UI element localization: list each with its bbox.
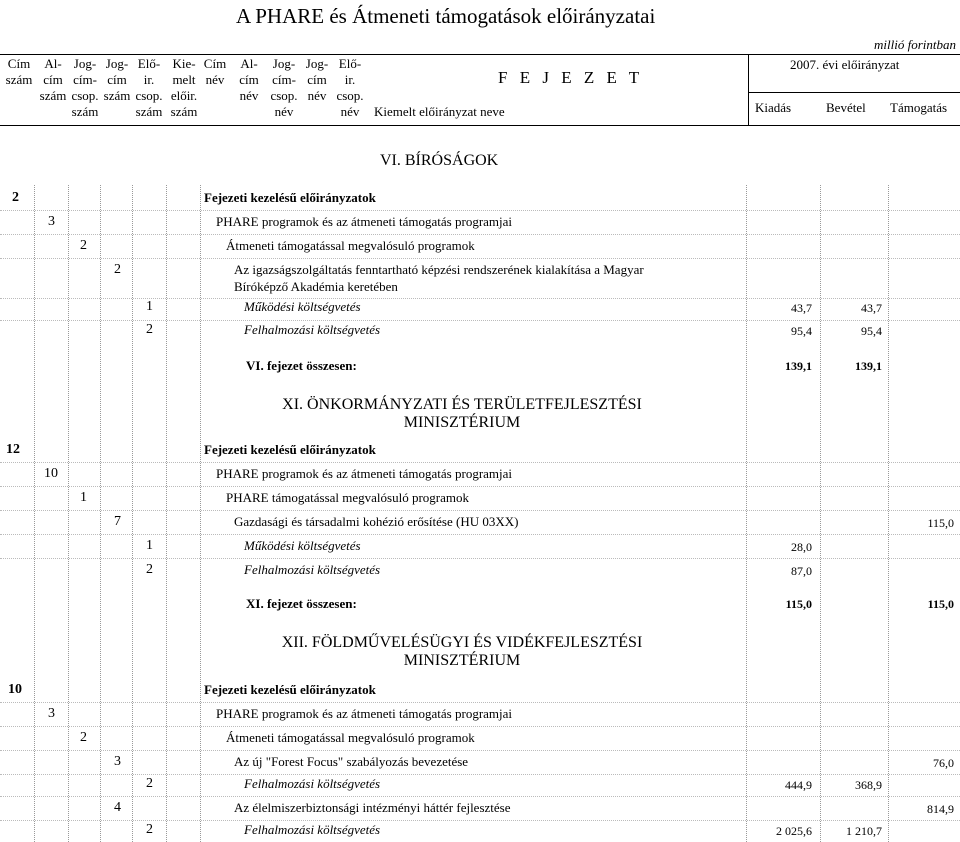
code-jogcimcsop: 2 bbox=[80, 238, 87, 253]
code-jogcim: 2 bbox=[114, 262, 121, 277]
header-bottom-line bbox=[0, 125, 960, 126]
row-separator bbox=[0, 702, 960, 703]
row-text: Az élelmiszerbiztonsági intézményi háttér fejlesztése bbox=[234, 800, 511, 815]
row-text: PHARE támogatással megvalósuló programok bbox=[226, 490, 469, 505]
grid-guide bbox=[820, 185, 821, 842]
row-separator bbox=[0, 462, 960, 463]
grid-guide bbox=[888, 185, 889, 842]
row-separator bbox=[0, 258, 960, 259]
header-col-eloircsop-szam: Elő- ir. csop. szám bbox=[135, 56, 163, 119]
header-col-jogcim-nev: Jog- cím név bbox=[305, 56, 329, 103]
value-kiadas: 95,4 bbox=[791, 324, 812, 338]
header-col-cim-szam: Cím szám bbox=[5, 56, 33, 87]
code-eloircsop: 1 bbox=[146, 299, 153, 314]
header-bevetel: Bevétel bbox=[826, 100, 866, 115]
grid-guide bbox=[746, 185, 747, 842]
row-text: Fejezeti kezelésű előirányzatok bbox=[204, 190, 376, 205]
value-kiadas: 28,0 bbox=[791, 540, 812, 554]
row-separator bbox=[0, 726, 960, 727]
value-bevetel: 368,9 bbox=[855, 778, 882, 792]
value-kiadas: 43,7 bbox=[791, 301, 812, 315]
section-title-xi: XI. ÖNKORMÁNYZATI ÉS TERÜLETFEJLESZTÉSI MINISZTÉRIUM bbox=[282, 396, 642, 431]
header-kiemelt: Kiemelt előirányzat neve bbox=[374, 104, 505, 119]
code-eloircsop: 1 bbox=[146, 538, 153, 553]
code-eloircsop: 2 bbox=[146, 322, 153, 337]
page-title: A PHARE és Átmeneti támogatások előirányzatai bbox=[236, 4, 656, 28]
total-kiadas: 139,1 bbox=[785, 359, 812, 373]
row-separator bbox=[0, 210, 960, 211]
code-cim: 12 bbox=[6, 442, 20, 457]
header-year-line bbox=[748, 92, 960, 93]
row-separator bbox=[0, 234, 960, 235]
row-separator bbox=[0, 558, 960, 559]
header-col-alcim-nev: Al- cím név bbox=[239, 56, 259, 103]
code-cim: 2 bbox=[12, 190, 19, 205]
code-eloircsop: 2 bbox=[146, 776, 153, 791]
row-separator bbox=[0, 486, 960, 487]
code-alcim: 3 bbox=[48, 706, 55, 721]
row-text: Gazdasági és társadalmi kohézió erősítése (HU 03XX) bbox=[234, 514, 519, 529]
row-text: PHARE programok és az átmeneti támogatás programjai bbox=[216, 214, 513, 229]
section-title-vi: VI. BÍRÓSÁGOK bbox=[380, 152, 499, 169]
row-text: Az igazságszolgáltatás fenntartható képzési rendszerének kialakítása a Magyar bbox=[234, 262, 644, 277]
row-text: Az új "Forest Focus" szabályozás bevezetése bbox=[234, 754, 469, 769]
row-text-cont: Bíróképző Akadémia keretében bbox=[234, 279, 398, 294]
row-text: Felhalmozási költségvetés bbox=[244, 776, 381, 791]
row-text: Működési költségvetés bbox=[244, 299, 361, 314]
row-text: Átmeneti támogatással megvalósuló programok bbox=[226, 730, 475, 745]
value-tamogatas: 115,0 bbox=[927, 516, 954, 530]
code-jogcim: 3 bbox=[114, 754, 121, 769]
header-col-eloircsop-nev: Elő- ir. csop. név bbox=[336, 56, 364, 119]
row-text: Felhalmozási költségvetés bbox=[244, 322, 381, 337]
header-col-alcim-szam: Al- cím szám bbox=[39, 56, 67, 103]
code-eloircsop: 2 bbox=[146, 562, 153, 577]
row-separator bbox=[0, 510, 960, 511]
header-col-jogcim-szam: Jog- cím szám bbox=[103, 56, 131, 103]
header-fejezet: F E J E Z E T bbox=[498, 68, 644, 87]
row-text: PHARE programok és az átmeneti támogatás programjai bbox=[216, 466, 513, 481]
code-jogcimcsop: 2 bbox=[80, 730, 87, 745]
total-tamogatas: 115,0 bbox=[927, 597, 954, 611]
value-kiadas: 444,9 bbox=[785, 778, 812, 792]
code-eloircsop: 2 bbox=[146, 822, 153, 837]
code-jogcimcsop: 1 bbox=[80, 490, 87, 505]
section-title-xii: XII. FÖLDMŰVELÉSÜGYI ÉS VIDÉKFEJLESZTÉSI MINISZTÉRIUM bbox=[281, 634, 643, 669]
row-separator bbox=[0, 796, 960, 797]
code-cim: 10 bbox=[8, 682, 22, 697]
value-bevetel: 95,4 bbox=[861, 324, 882, 338]
total-label: XI. fejezet összesen: bbox=[246, 596, 357, 611]
row-text: Működési költségvetés bbox=[244, 538, 361, 553]
header-col-kiemelt-szam: Kie- melt előir. szám bbox=[170, 56, 198, 119]
total-kiadas: 115,0 bbox=[785, 597, 812, 611]
row-separator bbox=[0, 820, 960, 821]
header-divider bbox=[748, 54, 749, 125]
code-alcim: 3 bbox=[48, 214, 55, 229]
code-jogcim: 4 bbox=[114, 800, 121, 815]
row-text: Felhalmozási költségvetés bbox=[244, 562, 381, 577]
value-bevetel: 1 210,7 bbox=[846, 824, 882, 838]
grid-guide bbox=[200, 185, 201, 842]
header-year: 2007. évi előirányzat bbox=[790, 57, 900, 72]
total-label: VI. fejezet összesen: bbox=[246, 358, 357, 373]
total-bevetel: 139,1 bbox=[855, 359, 882, 373]
unit-label: millió forintban bbox=[874, 37, 956, 52]
header-col-jogcimcsop-nev: Jog- cím- csop. név bbox=[270, 56, 298, 119]
value-kiadas: 2 025,6 bbox=[776, 824, 812, 838]
grid-guide bbox=[68, 185, 69, 842]
grid-guide bbox=[100, 185, 101, 842]
row-separator bbox=[0, 298, 960, 299]
row-text: Fejezeti kezelésű előirányzatok bbox=[204, 442, 376, 457]
grid-guide bbox=[166, 185, 167, 842]
grid-guide bbox=[34, 185, 35, 842]
value-tamogatas: 814,9 bbox=[927, 802, 954, 816]
header-col-cim-nev: Cím név bbox=[203, 56, 227, 87]
row-separator bbox=[0, 750, 960, 751]
row-text: Felhalmozási költségvetés bbox=[244, 822, 381, 837]
row-text: Átmeneti támogatással megvalósuló programok bbox=[226, 238, 475, 253]
row-separator bbox=[0, 320, 960, 321]
value-bevetel: 43,7 bbox=[861, 301, 882, 315]
code-jogcim: 7 bbox=[114, 514, 121, 529]
header-top-line bbox=[0, 54, 960, 55]
header-col-jogcimcsop-szam: Jog- cím- csop. szám bbox=[71, 56, 99, 119]
value-tamogatas: 76,0 bbox=[933, 756, 954, 770]
header-kiadas: Kiadás bbox=[755, 100, 792, 115]
row-text: PHARE programok és az átmeneti támogatás programjai bbox=[216, 706, 513, 721]
header-tamogatas: Támogatás bbox=[890, 100, 948, 115]
code-alcim: 10 bbox=[44, 466, 58, 481]
row-text: Fejezeti kezelésű előirányzatok bbox=[204, 682, 376, 697]
row-separator bbox=[0, 534, 960, 535]
row-separator bbox=[0, 774, 960, 775]
grid-guide bbox=[132, 185, 133, 842]
value-kiadas: 87,0 bbox=[791, 564, 812, 578]
